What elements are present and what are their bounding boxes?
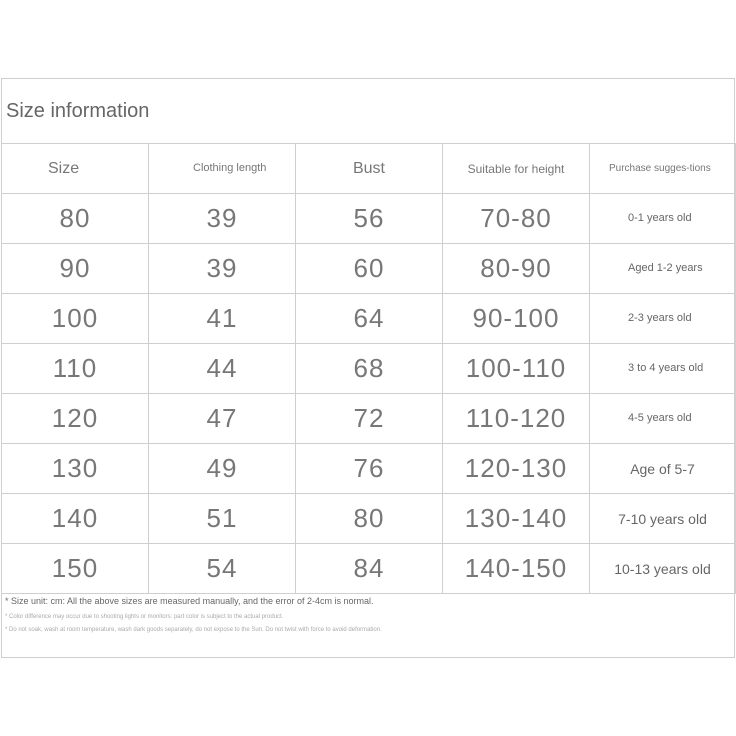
table-row xyxy=(2,494,736,544)
cell-size: 100 xyxy=(2,294,149,344)
header-suitable-height: Suitable for height xyxy=(443,144,590,194)
header-size: Size xyxy=(2,144,149,194)
table-header-row xyxy=(2,144,736,194)
cell-size: 120 xyxy=(2,394,149,444)
table-row xyxy=(2,544,736,594)
cell-bust: 84 xyxy=(296,544,443,594)
cell-size: 80 xyxy=(2,194,149,244)
cell-clothing-length: 39 xyxy=(149,194,296,244)
cell-purchase-suggestion: 4-5 years old xyxy=(590,394,736,444)
cell-clothing-length: 51 xyxy=(149,494,296,544)
cell-purchase-suggestion: 10-13 years old xyxy=(590,544,736,594)
cell-clothing-length: 39 xyxy=(149,244,296,294)
page-title: Size information xyxy=(6,100,150,122)
cell-height: 80-90 xyxy=(443,244,590,294)
cell-clothing-length: 44 xyxy=(149,344,296,394)
cell-bust: 72 xyxy=(296,394,443,444)
cell-bust: 76 xyxy=(296,444,443,494)
cell-purchase-suggestion: Aged 1-2 years xyxy=(590,244,736,294)
note-color: * Color difference may occur due to shooting lights or monitors: part color is subject to the actual product. xyxy=(5,614,284,620)
cell-purchase-suggestion: Age of 5-7 xyxy=(590,444,736,494)
table-row xyxy=(2,444,736,494)
cell-purchase-suggestion: 7-10 years old xyxy=(590,494,736,544)
cell-height: 130-140 xyxy=(443,494,590,544)
table-row xyxy=(2,244,736,294)
cell-clothing-length: 54 xyxy=(149,544,296,594)
cell-purchase-suggestion: 0-1 years old xyxy=(590,194,736,244)
cell-bust: 64 xyxy=(296,294,443,344)
cell-size: 110 xyxy=(2,344,149,394)
cell-height: 110-120 xyxy=(443,394,590,444)
cell-bust: 68 xyxy=(296,344,443,394)
cell-clothing-length: 49 xyxy=(149,444,296,494)
cell-purchase-suggestion: 3 to 4 years old xyxy=(590,344,736,394)
cell-purchase-suggestion: 2-3 years old xyxy=(590,294,736,344)
notes xyxy=(1,592,735,633)
table-row xyxy=(2,344,736,394)
header-clothing-length: Clothing length xyxy=(149,144,296,194)
cell-bust: 56 xyxy=(296,194,443,244)
cell-size: 130 xyxy=(2,444,149,494)
cell-bust: 80 xyxy=(296,494,443,544)
cell-size: 140 xyxy=(2,494,149,544)
table-row xyxy=(2,294,736,344)
cell-size: 150 xyxy=(2,544,149,594)
header-bust: Bust xyxy=(296,144,443,194)
cell-bust: 60 xyxy=(296,244,443,294)
cell-size: 90 xyxy=(2,244,149,294)
table-row xyxy=(2,394,736,444)
note-size-unit: * Size unit: cm: All the above sizes are measured manually, and the error of 2-4cm is normal. xyxy=(5,596,374,606)
cell-height: 70-80 xyxy=(443,194,590,244)
header-purchase-suggestions: Purchase sugges-tions xyxy=(590,144,736,194)
table-row xyxy=(2,194,736,244)
cell-height: 140-150 xyxy=(443,544,590,594)
cell-height: 100-110 xyxy=(443,344,590,394)
cell-height: 90-100 xyxy=(443,294,590,344)
note-care: * Do not soak, wash at room temperature, wash dark goods separately, do not expose to the Sun. Do not twist with force to avoid deformation. xyxy=(5,627,382,633)
size-table xyxy=(1,143,736,594)
cell-clothing-length: 41 xyxy=(149,294,296,344)
cell-height: 120-130 xyxy=(443,444,590,494)
cell-clothing-length: 47 xyxy=(149,394,296,444)
